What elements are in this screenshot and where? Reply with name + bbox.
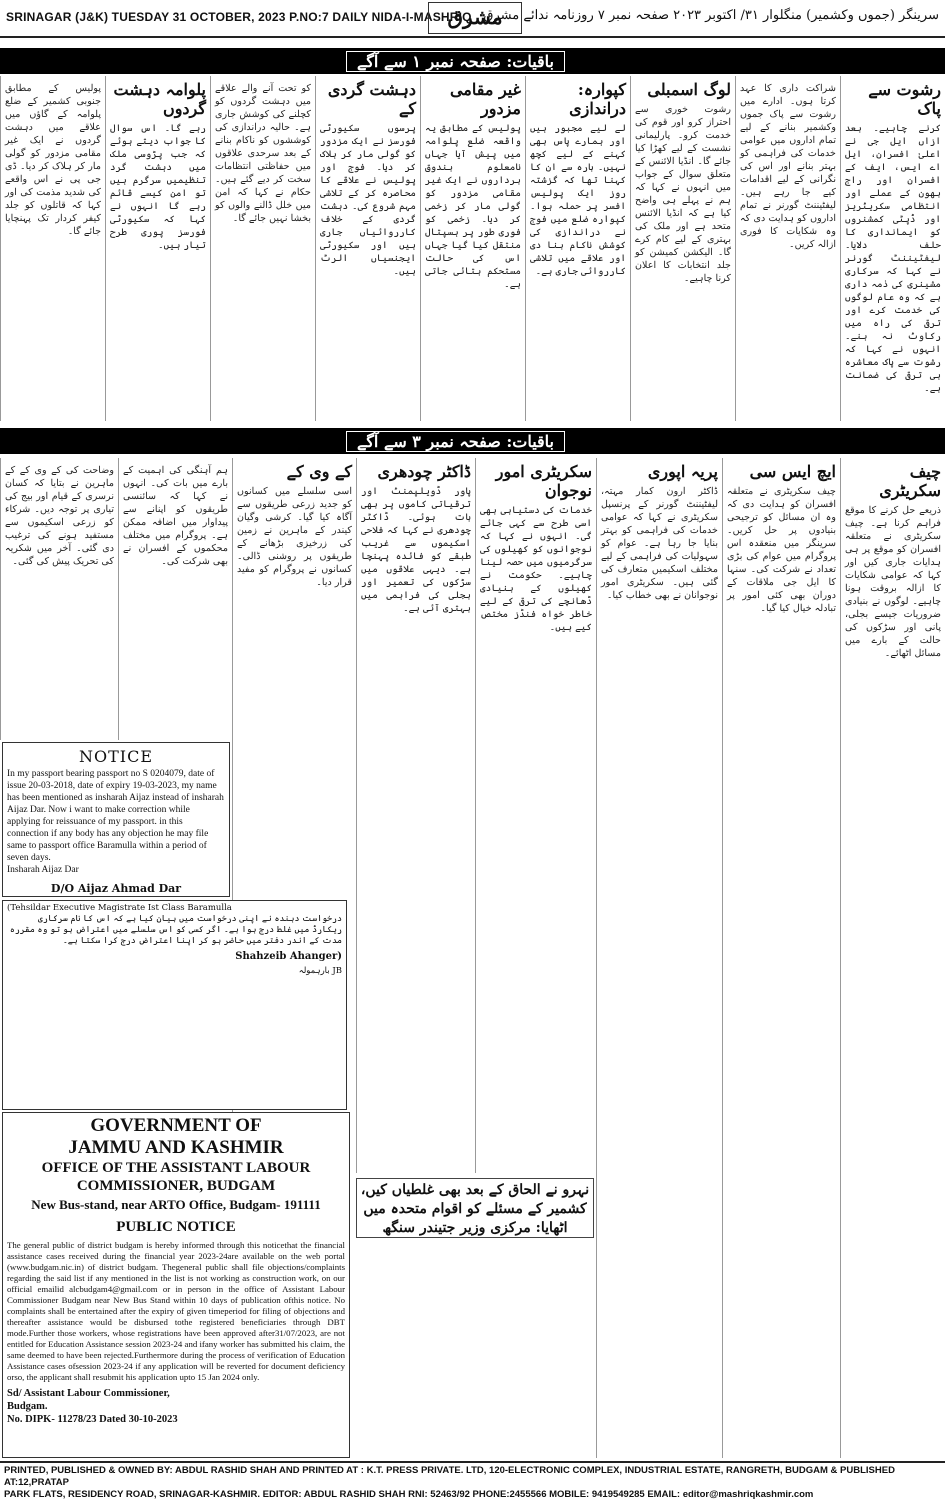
top-column (840, 76, 945, 421)
gov-line-1: GOVERNMENT OF (90, 1115, 262, 1136)
gov-line-3: OFFICE OF THE ASSISTANT LABOUR (41, 1160, 311, 1176)
gov-signature-1: Sd/ Assistant Labour Commissioner, (7, 1388, 170, 1399)
passport-notice (2, 742, 230, 897)
bottom-column (475, 458, 596, 1173)
bottom-column-heading: کے وی کے (286, 462, 352, 481)
continued-band-2 (0, 428, 945, 454)
top-column (630, 76, 735, 421)
bottom-column-text: خدمات کی دستیابی بھی اسی طرح سے کہی جائے گی۔ انہوں نے کہا کہ نوجوانوں کو کھیلوں کی سرگرمیوں میں حصہ لینا چاہیے۔ حکومت نے کھیلوں کے بنیادی ڈھانچے کی ترقی کے لیے خاطر خواہ فنڈز مختص کیے ہیں۔ (480, 505, 592, 633)
gov-notice-title: PUBLIC NOTICE (116, 1219, 236, 1235)
top-column-text: پولیس کے مطابق یہ واقعہ ضلع پلوامہ میں پیش آیا جہاں نامعلوم بندوق برداروں نے ایک غیر مقامی مزدور کو گولی مار کر زخمی کر دیا۔ زخمی کو فوری طور پر ہسپتال منتقل کیا گیا جہاں اس کی حالت مستحکم بتائی جاتی ہے۔ (425, 123, 521, 290)
bottom-column-heading: ایچ ایس سی (749, 462, 836, 481)
top-column (315, 76, 420, 421)
top-column (735, 76, 840, 421)
notice-body: In my passport bearing passport no S 0204079, date of issue 20-03-2018, date of expiry 19-03-2023, my name has been mentioned as insharah Aijaz instead of insharah Aijaz Dar. Now i want to make correction while applying for reissuance of my passport. in this connection if any body has any objection he may file same to passport office Baramulla within a period of seven days. (7, 769, 224, 863)
bottom-column (356, 458, 475, 1173)
bottom-column-text: اسی سلسلے میں کسانوں کو جدید زرعی طریقوں سے آگاہ کیا گیا۔ کرشی وگیان کیندر کے ماہرین نے زمین کی زرخیزی بڑھانے کے طریقوں پر روشنی ڈالی۔ کسانوں نے پروگرام کو مفید قرار دیا۔ (237, 486, 352, 588)
bottom-column-text: ہم آہنگی کی اہمیت کے بارے میں بات کی۔ انہوں نے کہا کہ سائنسی طریقوں کو اپنانے سے پیداوار میں اضافہ ممکن ہے۔ پروگرام میں مختلف محکموں کے افسران نے بھی شرکت کی۔ (123, 465, 228, 567)
top-column-heading: غیر مقامی مزدور (449, 80, 521, 118)
top-column (420, 76, 525, 421)
top-column-heading: لوگ اسمبلی (647, 80, 731, 99)
top-column-text: پرسوں سکیورٹی فورسز نے ایک مزدور کو گولی مار کر ہلاک کر دیا۔ فوج اور پولیس نے علاقے کا محاصرہ کر کے تلاشی مہم شروع کی۔ دہشت گردی کے خلاف کارروائیاں جاری ہیں اور سکیورٹی ایجنسیاں الرٹ ہیں۔ (320, 123, 416, 277)
top-column-text: شراکت داری کا عہد کرتا ہوں۔ ادارے میں رشوت سے پاک جموں وکشمیر بنانے کے لیے تمام اداروں میں عوامی خدمات کی فراہمی کو بہتر بنانے اور اس کی نگرانی کے لیے اقدامات کیے جا رہے ہیں۔ لیفٹیننٹ گورنر نے تمام اداروں کو ہدایت دی کہ وہ شکایات کا فوری ازالہ کریں۔ (740, 83, 836, 250)
gov-notice-number: No. DIPK- 11278/23 Dated 30-10-2023 (7, 1414, 178, 1425)
imprint-line-1: PRINTED, PUBLISHED & OWNED BY: ABDUL RASHID SHAH AND PRINTED AT : K.T. PRESS PRIVATE. LTD, 120-ELECTRONIC COMPLEX, INDUSTRIAL ESTATE, RANGRETH, BUDGAM & PUBLISHED AT:12,PRATAP (4, 1465, 895, 1488)
continued-label-1: باقیات: صفحہ نمبر ۱ سے آگے (346, 51, 565, 72)
notice-signer: Insharah Aijaz Dar (7, 865, 79, 875)
top-column-heading: پلوامہ دہشت گردوں (113, 80, 206, 118)
top-column-heading: دہشت گردی کے (327, 80, 416, 118)
tehsildar-notice-header: (Tehsildar Executive Magistrate Ist Class Baramulla (7, 903, 232, 913)
gov-notice-body: The general public of district budgam is hereby informed through this noticethat the financial assistance cases received during the financial year 2023-24are available on the web portal (www.budgam.nic.in) of district budgam. Thegeneral public shall file objections/complaints regarding the said list if any mentioned in the list is not working as construction work, on our official emailid alcbudgam4@gmail.com or in person in the office of Assistant Labour Commissioner Budgam near New Bus Stand within 10 days of publication ofthis notice. No complaints shall be entertained after the expiry of given timeperiod for filing of objections and thereafter assistance would be disbursed tothe registered beneficiaries through DBT mode.Further those workers, whose registrations have been approved after31/07/2023, are not entitled for Education Assistance session 2023-24 and ifany worker has submitted his claim, the same deemed to have been rejected.Furthermore during the process of verification of Education Assistance cases ofsession 2023-24 if any application will be reverted for document deficiency orso, the applicant shall resubmit his application upto 15 Jan 2024 only. (7, 1240, 345, 1382)
bottom-column-heading: چیف سکریٹری (879, 462, 941, 500)
bottom-column (596, 458, 722, 1458)
bottom-column (0, 458, 118, 740)
top-column-heading: کپوارہ: دراندازی (569, 80, 626, 118)
masthead-dateline: SRINAGAR (J&K) TUESDAY 31 OCTOBER, 2023 P.NO:7 DAILY NIDA-I-MASHRIQ (6, 10, 472, 24)
top-column (210, 76, 315, 421)
article-headline-box: نہرو نے الحاق کے بعد بھی غلطیاں کیں، کشمیر کے مسئلے کو اقوام متحدہ میں اٹھایا: مرکزی وزیر جتیندر سنگھ (356, 1178, 594, 1238)
top-column-heading: رشوت سے پاک (868, 80, 941, 118)
notice-title: NOTICE (78, 747, 154, 766)
top-column (525, 76, 630, 421)
masthead (0, 0, 945, 38)
top-column-text: رہے گا۔ اس سوال کا جواب دیتے ہوئے کہ جب پڑوسی ملک میں دہشت گرد تنظیمیں سرگرم ہیں تو امن کیسے قائم رہے گا انہوں نے کہا کہ سکیورٹی فورسز پوری طرح تیار ہیں۔ (110, 123, 206, 251)
imprint-line-2: PARK FLATS, RESIDENCY ROAD, SRINAGAR-KASHMIR. EDITOR: ABDUL RASHID SHAH RNI: 52463/92 PHONE:2455566 MOBILE: 9419549285 EMAIL: editor@mashriqkashmir.com (4, 1489, 814, 1500)
masthead-urdu-dateline: سرینگر (جموں وکشمیر) منگلوار ۳۱/ اکتوبر ۲۰۲۳ صفحہ نمبر ۷ روزنامہ ندائے مشرق (483, 8, 939, 23)
tehsildar-notice-body: درخواست دہندہ نے اپنی درخواست میں بیان کیا ہے کہ اس کا نام سرکاری ریکارڈ میں غلط درج ہوا ہے۔ اگر کسی کو اس سلسلے میں اعتراض ہو تو وہ مقررہ مدت کے اندر دفتر میں حاضر ہو کر اپنا اعتراض درج کرا سکتا ہے۔ (9, 914, 342, 946)
bottom-column-heading: سکریٹری امور نوجوان (495, 462, 592, 500)
top-column-text: کرنے چاہیے۔ بعد ازاں ایل جی نے اعلیٰ افسران، ایل اے ایس، ایف کے افسران اور راج بھون کے عملے اور انتظامی سکریٹریز اور ڈپٹی کمشنروں کو ایمانداری کا حلف دلایا۔ لیفٹیننٹ گورنر نے کہا کہ سرکاری مشینری کی ذمہ داری ہے کہ وہ عام لوگوں کی خدمت کرے اور ترقی کی راہ میں رکاوٹ نہ بنے۔ انہوں نے کہا کہ رشوت سے پاک معاشرہ ہی ترقی کی ضمانت ہے۔ (845, 123, 941, 394)
bottom-column-text: چیف سکریٹری نے متعلقہ افسران کو ہدایت دی کہ وہ ان مسائل کو ترجیحی بنیادوں پر حل کریں۔ سرینگر میں منعقدہ اس پروگرام میں عوام کی بڑی تعداد نے شرکت کی۔ سنہا کا ایل جی ملاقات کے دوران بھی کئی امور پر تبادلہ خیال کیا گیا۔ (727, 486, 836, 614)
tehsildar-notice (2, 900, 347, 1110)
top-column-text: لے لیے مجبور ہیں اور ہمارے پاس بھی کہنے کے لیے کچھ نہیں۔ بارہ سے ان کا کہنا تھا کہ گزشتہ روز ایک پولیس افسر پر حملہ ہوا۔ کپوارہ ضلع میں فوج نے دراندازی کی کوشش ناکام بنا دی اور علاقے میں تلاشی کارروائی جاری ہے۔ (530, 123, 626, 277)
newspaper-logo: مشرق (428, 2, 522, 34)
gov-signature-2: Budgam. (7, 1401, 48, 1412)
top-column (105, 76, 210, 421)
top-column-text: کو تحت آنے والے علاقے میں دہشت گردوں کو کچلنے کی کوشش جاری ہے۔ حالیہ دراندازی کی کوششوں کو ناکام بنانے کے بعد سرحدی علاقوں میں حفاظتی انتظامات سخت کر دیے گئے ہیں۔ حکام نے کہا کہ امن میں خلل ڈالنے والوں کو بخشا نہیں جائے گا۔ (215, 83, 311, 224)
bottom-column (722, 458, 840, 1458)
bottom-column-heading: ڈاکٹر چودھری (377, 462, 471, 481)
tehsildar-notice-name: Shahzeib Ahanger) (235, 951, 342, 962)
gov-line-4: COMMISSIONER, BUDGAM (76, 1178, 276, 1194)
bottom-column-text: پاور ڈویلپمنٹ اور ترقیاتی کاموں پر بھی بات ہوئی۔ ڈاکٹر چودھری نے کہا کہ فلاحی اسکیموں سے غریب طبقے کو فائدہ پہنچا ہے۔ دیہی علاقوں میں سڑکوں کی تعمیر اور بجلی کی فراہمی میں بہتری آئی ہے۔ (361, 486, 471, 614)
top-column (0, 76, 105, 421)
continued-band-1 (0, 48, 945, 74)
labour-public-notice (2, 1112, 350, 1458)
bottom-column-text: ڈاکٹر ارون کمار مہتہ، لیفٹیننٹ گورنر کے پرنسپل سکریٹری نے کہا کہ عوامی خدمات کی فراہمی کو بہتر بنایا جا رہا ہے۔ عوام کو سہولیات کی فراہمی کے لیے مختلف اسکیمیں متعارف کی گئی ہیں۔ سکریٹری امور نوجوانان نے بھی خطاب کیا۔ (601, 486, 718, 601)
top-columns (0, 76, 945, 421)
imprint-footer (0, 1461, 945, 1500)
bottom-column (840, 458, 945, 1458)
top-column-text: پولیس کے مطابق جنوبی کشمیر کے ضلع پلوامہ کے گاؤں میں علاقے میں دہشت گردوں نے ایک غیر مقامی مزدور کو گولی مار کر ہلاک کر دیا۔ ڈی جی پی نے اس واقعے کی شدید مذمت کی اور کہا کہ قاتلوں کو جلد کیفر کردار تک پہنچایا جائے گا۔ (5, 83, 101, 237)
gov-address: New Bus-stand, near ARTO Office, Budgam- 191111 (31, 1197, 321, 1212)
bottom-column-heading: پریہ اپوری (647, 462, 718, 481)
notice-signature-line-1: D/O Aijaz Ahmad Dar (50, 882, 182, 895)
gov-line-2: JAMMU AND KASHMIR (68, 1137, 284, 1158)
continued-label-2: باقیات: صفحہ نمبر ۳ سے آگے (346, 431, 565, 452)
top-column-text: رشوت خوری سے احتراز کرو اور قوم کی خدمت کرو۔ پارلیمانی نشست کے لیے کھڑا کیا جائے گا۔ انڈیا الائنس کے متعلق سوال کے جواب میں انہوں نے کہا کہ ہم نے پہلے ہی واضح کیا ہے کہ انڈیا الائنس متحد ہے اور ملک کی بہتری کے لیے کام کرے گا۔ الیکشن کمیشن کو جلد انتخابات کا اعلان کرنا چاہیے۔ (635, 104, 731, 284)
bottom-column-text: ذریعے حل کرنے کا موقع فراہم کرنا ہے۔ چیف سکریٹری نے متعلقہ افسران کو موقع پر ہی ہدایات جاری کیں اور کہا کہ عوامی شکایات کا ازالہ بروقت ہونا چاہیے۔ لوگوں نے بنیادی ضروریات جیسے بجلی، پانی اور سڑکوں کی حالت کے بارے میں مسائل اٹھائے۔ (845, 505, 941, 659)
bottom-column-text: وضاحت کی کے وی کے کے ماہرین نے بتایا کہ کسان نرسری کے قیام اور بیج کی تیاری پر توجہ دیں۔ شرکاء کو زرعی اسکیموں سے مستفید ہونے کی ترغیب دی گئی۔ آخر میں شکریہ کی تحریک پیش کی گئی۔ (5, 465, 114, 567)
notice-signature-line-2 (7, 896, 225, 897)
bottom-column (118, 458, 232, 740)
tehsildar-notice-footer: JB بارہمولہ (298, 966, 342, 976)
